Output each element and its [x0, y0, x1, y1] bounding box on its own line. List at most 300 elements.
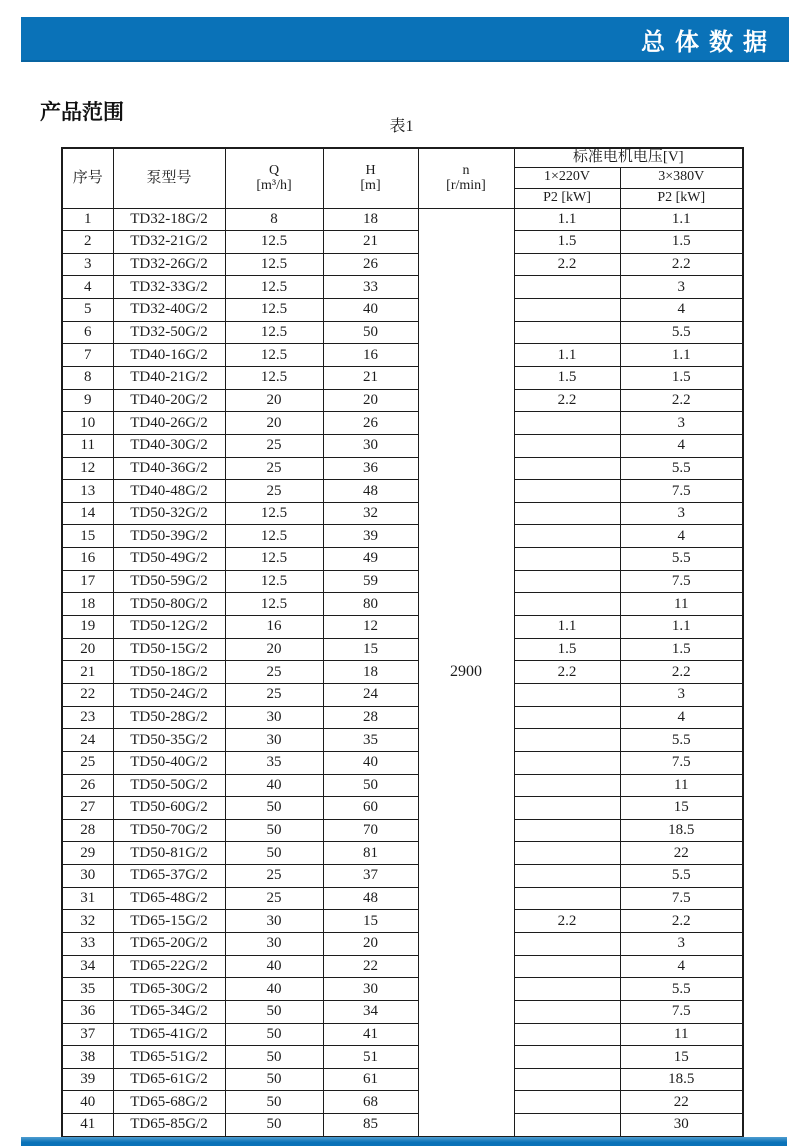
cell-model: TD50-49G/2 — [113, 548, 225, 571]
cell-p2-380: 4 — [620, 955, 743, 978]
table-row — [62, 638, 743, 661]
table-row — [62, 729, 743, 752]
cell-p2-220 — [514, 548, 620, 571]
cell-p2-220 — [514, 1068, 620, 1091]
cell-h: 20 — [323, 389, 418, 412]
cell-p2-220: 2.2 — [514, 389, 620, 412]
cell-model: TD40-48G/2 — [113, 480, 225, 503]
cell-p2-220 — [514, 434, 620, 457]
cell-p2-380: 15 — [620, 797, 743, 820]
header-q — [225, 148, 323, 208]
cell-h: 36 — [323, 457, 418, 480]
cell-seq: 5 — [62, 299, 113, 322]
cell-model: TD50-15G/2 — [113, 638, 225, 661]
cell-p2-220 — [514, 1000, 620, 1023]
cell-p2-380: 22 — [620, 1091, 743, 1114]
cell-h: 48 — [323, 480, 418, 503]
cell-seq: 21 — [62, 661, 113, 684]
cell-p2-220: 1.1 — [514, 616, 620, 639]
cell-seq: 25 — [62, 751, 113, 774]
cell-h: 28 — [323, 706, 418, 729]
cell-p2-380: 3 — [620, 933, 743, 956]
table-row — [62, 570, 743, 593]
cell-model: TD65-22G/2 — [113, 955, 225, 978]
cell-q: 12.5 — [225, 593, 323, 616]
cell-seq: 23 — [62, 706, 113, 729]
cell-p2-220 — [514, 933, 620, 956]
table-row — [62, 819, 743, 842]
cell-p2-380: 7.5 — [620, 1000, 743, 1023]
cell-model: TD65-85G/2 — [113, 1114, 225, 1137]
cell-q: 50 — [225, 1068, 323, 1091]
cell-seq: 35 — [62, 978, 113, 1001]
cell-p2-220 — [514, 751, 620, 774]
table-row — [62, 774, 743, 797]
cell-p2-220 — [514, 729, 620, 752]
cell-h: 80 — [323, 593, 418, 616]
cell-model: TD50-81G/2 — [113, 842, 225, 865]
cell-seq: 37 — [62, 1023, 113, 1046]
cell-seq: 30 — [62, 865, 113, 888]
cell-p2-380: 1.5 — [620, 638, 743, 661]
cell-seq: 8 — [62, 366, 113, 389]
cell-model: TD50-12G/2 — [113, 616, 225, 639]
cell-model: TD32-21G/2 — [113, 231, 225, 254]
cell-q: 30 — [225, 933, 323, 956]
table-row — [62, 299, 743, 322]
cell-p2-380: 3 — [620, 502, 743, 525]
cell-q: 50 — [225, 819, 323, 842]
cell-h: 59 — [323, 570, 418, 593]
cell-seq: 2 — [62, 231, 113, 254]
cell-seq: 6 — [62, 321, 113, 344]
cell-seq: 27 — [62, 797, 113, 820]
cell-p2-220 — [514, 299, 620, 322]
table-row — [62, 955, 743, 978]
cell-p2-220: 2.2 — [514, 910, 620, 933]
cell-h: 20 — [323, 933, 418, 956]
cell-p2-380: 1.1 — [620, 344, 743, 367]
table-row — [62, 366, 743, 389]
table-row — [62, 593, 743, 616]
cell-p2-380: 5.5 — [620, 321, 743, 344]
cell-p2-380: 1.5 — [620, 231, 743, 254]
cell-model: TD50-50G/2 — [113, 774, 225, 797]
cell-h: 26 — [323, 253, 418, 276]
table-row — [62, 1114, 743, 1137]
cell-seq: 11 — [62, 434, 113, 457]
cell-model: TD65-41G/2 — [113, 1023, 225, 1046]
cell-p2-220 — [514, 321, 620, 344]
cell-h: 30 — [323, 978, 418, 1001]
cell-p2-380: 2.2 — [620, 253, 743, 276]
cell-q: 12.5 — [225, 570, 323, 593]
cell-seq: 28 — [62, 819, 113, 842]
cell-seq: 29 — [62, 842, 113, 865]
cell-seq: 40 — [62, 1091, 113, 1114]
cell-h: 22 — [323, 955, 418, 978]
cell-p2-380: 3 — [620, 683, 743, 706]
cell-h: 33 — [323, 276, 418, 299]
table-row — [62, 502, 743, 525]
table-row — [62, 434, 743, 457]
banner-title: 总体数据 — [641, 29, 777, 56]
header-q-unit: [m³/h] — [256, 178, 292, 194]
cell-q: 40 — [225, 774, 323, 797]
table-row — [62, 887, 743, 910]
table-row — [62, 344, 743, 367]
cell-q: 50 — [225, 797, 323, 820]
cell-p2-380: 7.5 — [620, 480, 743, 503]
cell-q: 35 — [225, 751, 323, 774]
cell-n-merged: 2900 — [418, 208, 514, 1137]
header-h-label: H — [365, 162, 376, 178]
cell-seq: 3 — [62, 253, 113, 276]
table-row — [62, 616, 743, 639]
cell-p2-220: 1.5 — [514, 366, 620, 389]
cell-p2-380: 18.5 — [620, 819, 743, 842]
cell-p2-380: 1.5 — [620, 366, 743, 389]
header-p2-220: P2 [kW] — [514, 188, 620, 208]
cell-p2-380: 11 — [620, 1023, 743, 1046]
cell-model: TD50-40G/2 — [113, 751, 225, 774]
cell-seq: 10 — [62, 412, 113, 435]
table-row — [62, 480, 743, 503]
cell-q: 16 — [225, 616, 323, 639]
cell-seq: 14 — [62, 502, 113, 525]
cell-seq: 33 — [62, 933, 113, 956]
cell-p2-380: 22 — [620, 842, 743, 865]
cell-model: TD65-61G/2 — [113, 1068, 225, 1091]
cell-model: TD50-28G/2 — [113, 706, 225, 729]
cell-seq: 7 — [62, 344, 113, 367]
table-row — [62, 865, 743, 888]
cell-h: 21 — [323, 231, 418, 254]
cell-seq: 1 — [62, 208, 113, 231]
header-n — [418, 148, 514, 208]
cell-p2-380: 5.5 — [620, 865, 743, 888]
cell-model: TD65-68G/2 — [113, 1091, 225, 1114]
cell-seq: 26 — [62, 774, 113, 797]
cell-h: 41 — [323, 1023, 418, 1046]
cell-q: 12.5 — [225, 299, 323, 322]
cell-p2-220 — [514, 1046, 620, 1069]
cell-seq: 13 — [62, 480, 113, 503]
cell-h: 49 — [323, 548, 418, 571]
banner — [21, 17, 789, 62]
cell-h: 39 — [323, 525, 418, 548]
cell-p2-380: 5.5 — [620, 978, 743, 1001]
cell-model: TD40-26G/2 — [113, 412, 225, 435]
cell-p2-220 — [514, 502, 620, 525]
cell-p2-220: 1.1 — [514, 208, 620, 231]
cell-p2-220: 1.5 — [514, 231, 620, 254]
header-q-label: Q — [268, 162, 280, 178]
cell-h: 51 — [323, 1046, 418, 1069]
cell-p2-380: 1.1 — [620, 616, 743, 639]
cell-h: 18 — [323, 208, 418, 231]
cell-p2-220 — [514, 570, 620, 593]
table-row — [62, 978, 743, 1001]
cell-p2-220 — [514, 978, 620, 1001]
cell-q: 20 — [225, 389, 323, 412]
cell-q: 25 — [225, 887, 323, 910]
table-row — [62, 457, 743, 480]
cell-p2-380: 4 — [620, 434, 743, 457]
cell-p2-380: 2.2 — [620, 910, 743, 933]
header-380v: 3×380V — [620, 167, 743, 188]
cell-p2-380: 30 — [620, 1114, 743, 1137]
cell-q: 12.5 — [225, 253, 323, 276]
cell-model: TD50-80G/2 — [113, 593, 225, 616]
table-row — [62, 797, 743, 820]
cell-p2-380: 5.5 — [620, 548, 743, 571]
cell-h: 18 — [323, 661, 418, 684]
cell-model: TD32-50G/2 — [113, 321, 225, 344]
cell-model: TD50-24G/2 — [113, 683, 225, 706]
cell-model: TD65-48G/2 — [113, 887, 225, 910]
table-row — [62, 1091, 743, 1114]
cell-model: TD65-51G/2 — [113, 1046, 225, 1069]
cell-h: 12 — [323, 616, 418, 639]
table-row — [62, 412, 743, 435]
cell-model: TD32-18G/2 — [113, 208, 225, 231]
table-row — [62, 751, 743, 774]
header-n-label: n — [462, 162, 470, 178]
cell-model: TD32-33G/2 — [113, 276, 225, 299]
table-body — [62, 208, 743, 1137]
cell-p2-220 — [514, 1023, 620, 1046]
table-row — [62, 1000, 743, 1023]
cell-p2-380: 5.5 — [620, 729, 743, 752]
cell-p2-380: 3 — [620, 412, 743, 435]
table-row — [62, 683, 743, 706]
cell-q: 50 — [225, 1091, 323, 1114]
cell-model: TD40-16G/2 — [113, 344, 225, 367]
cell-q: 8 — [225, 208, 323, 231]
cell-q: 20 — [225, 638, 323, 661]
table-row — [62, 276, 743, 299]
cell-q: 50 — [225, 1023, 323, 1046]
cell-q: 25 — [225, 661, 323, 684]
cell-model: TD50-32G/2 — [113, 502, 225, 525]
cell-q: 25 — [225, 683, 323, 706]
cell-h: 30 — [323, 434, 418, 457]
cell-p2-220 — [514, 797, 620, 820]
cell-seq: 19 — [62, 616, 113, 639]
cell-p2-380: 7.5 — [620, 570, 743, 593]
cell-h: 61 — [323, 1068, 418, 1091]
cell-seq: 36 — [62, 1000, 113, 1023]
cell-model: TD40-20G/2 — [113, 389, 225, 412]
header-seq: 序号 — [62, 148, 113, 208]
header-h-unit: [m] — [360, 178, 381, 194]
cell-seq: 4 — [62, 276, 113, 299]
cell-h: 24 — [323, 683, 418, 706]
cell-q: 25 — [225, 434, 323, 457]
cell-model: TD40-30G/2 — [113, 434, 225, 457]
table-row — [62, 706, 743, 729]
table-row — [62, 910, 743, 933]
cell-model: TD65-20G/2 — [113, 933, 225, 956]
cell-p2-220: 1.5 — [514, 638, 620, 661]
cell-h: 15 — [323, 638, 418, 661]
cell-seq: 9 — [62, 389, 113, 412]
cell-p2-220 — [514, 819, 620, 842]
product-range-table — [61, 147, 744, 1138]
cell-model: TD40-36G/2 — [113, 457, 225, 480]
table-row — [62, 321, 743, 344]
cell-model: TD65-37G/2 — [113, 865, 225, 888]
cell-model: TD32-26G/2 — [113, 253, 225, 276]
table-row — [62, 525, 743, 548]
cell-q: 20 — [225, 412, 323, 435]
table-row — [62, 1068, 743, 1091]
table-row — [62, 548, 743, 571]
cell-model: TD50-39G/2 — [113, 525, 225, 548]
cell-seq: 20 — [62, 638, 113, 661]
cell-h: 50 — [323, 321, 418, 344]
cell-p2-220 — [514, 593, 620, 616]
cell-q: 12.5 — [225, 525, 323, 548]
cell-q: 12.5 — [225, 344, 323, 367]
cell-q: 25 — [225, 480, 323, 503]
cell-h: 85 — [323, 1114, 418, 1137]
cell-p2-380: 18.5 — [620, 1068, 743, 1091]
cell-p2-220 — [514, 1114, 620, 1137]
cell-p2-380: 5.5 — [620, 457, 743, 480]
cell-q: 12.5 — [225, 548, 323, 571]
cell-p2-220 — [514, 865, 620, 888]
cell-model: TD32-40G/2 — [113, 299, 225, 322]
cell-seq: 12 — [62, 457, 113, 480]
cell-p2-380: 1.1 — [620, 208, 743, 231]
header-model: 泵型号 — [113, 148, 225, 208]
cell-q: 30 — [225, 706, 323, 729]
cell-seq: 38 — [62, 1046, 113, 1069]
cell-h: 70 — [323, 819, 418, 842]
cell-p2-220 — [514, 955, 620, 978]
cell-p2-220 — [514, 1091, 620, 1114]
cell-q: 40 — [225, 955, 323, 978]
cell-q: 12.5 — [225, 502, 323, 525]
cell-p2-220 — [514, 706, 620, 729]
cell-h: 35 — [323, 729, 418, 752]
header-p2-380: P2 [kW] — [620, 188, 743, 208]
cell-p2-220 — [514, 412, 620, 435]
cell-seq: 22 — [62, 683, 113, 706]
cell-p2-380: 11 — [620, 774, 743, 797]
header-h — [323, 148, 418, 208]
cell-h: 37 — [323, 865, 418, 888]
cell-p2-220 — [514, 276, 620, 299]
table-row — [62, 253, 743, 276]
cell-model: TD65-30G/2 — [113, 978, 225, 1001]
table-header — [62, 148, 743, 208]
cell-h: 32 — [323, 502, 418, 525]
cell-p2-380: 4 — [620, 525, 743, 548]
table-row — [62, 231, 743, 254]
cell-q: 12.5 — [225, 276, 323, 299]
cell-seq: 34 — [62, 955, 113, 978]
cell-p2-220: 1.1 — [514, 344, 620, 367]
cell-model: TD65-15G/2 — [113, 910, 225, 933]
cell-p2-220: 2.2 — [514, 253, 620, 276]
cell-h: 48 — [323, 887, 418, 910]
cell-p2-380: 3 — [620, 276, 743, 299]
cell-p2-380: 15 — [620, 1046, 743, 1069]
table-row — [62, 933, 743, 956]
cell-model: TD50-60G/2 — [113, 797, 225, 820]
cell-p2-220 — [514, 842, 620, 865]
cell-seq: 15 — [62, 525, 113, 548]
table-row — [62, 842, 743, 865]
cell-p2-380: 4 — [620, 706, 743, 729]
cell-p2-380: 11 — [620, 593, 743, 616]
cell-model: TD50-35G/2 — [113, 729, 225, 752]
cell-seq: 41 — [62, 1114, 113, 1137]
cell-model: TD50-70G/2 — [113, 819, 225, 842]
cell-q: 50 — [225, 1114, 323, 1137]
cell-p2-220 — [514, 480, 620, 503]
cell-q: 12.5 — [225, 321, 323, 344]
cell-seq: 39 — [62, 1068, 113, 1091]
table-row — [62, 1046, 743, 1069]
cell-h: 68 — [323, 1091, 418, 1114]
table-caption: 表1 — [389, 118, 414, 135]
cell-p2-220 — [514, 774, 620, 797]
cell-h: 15 — [323, 910, 418, 933]
cell-model: TD40-21G/2 — [113, 366, 225, 389]
cell-seq: 31 — [62, 887, 113, 910]
cell-q: 50 — [225, 1046, 323, 1069]
cell-model: TD65-34G/2 — [113, 1000, 225, 1023]
header-row-1 — [62, 148, 743, 167]
cell-p2-220: 2.2 — [514, 661, 620, 684]
cell-p2-380: 7.5 — [620, 751, 743, 774]
cell-q: 12.5 — [225, 366, 323, 389]
cell-p2-380: 7.5 — [620, 887, 743, 910]
cell-q: 30 — [225, 729, 323, 752]
cell-h: 81 — [323, 842, 418, 865]
cell-p2-220 — [514, 457, 620, 480]
table-row — [62, 208, 743, 231]
cell-h: 60 — [323, 797, 418, 820]
cell-p2-380: 2.2 — [620, 661, 743, 684]
table-row — [62, 389, 743, 412]
cell-q: 25 — [225, 457, 323, 480]
header-voltage-group: 标准电机电压[V] — [514, 148, 743, 167]
cell-q: 30 — [225, 910, 323, 933]
cell-h: 50 — [323, 774, 418, 797]
cell-seq: 24 — [62, 729, 113, 752]
table-row — [62, 661, 743, 684]
cell-q: 25 — [225, 865, 323, 888]
cell-p2-220 — [514, 525, 620, 548]
cell-h: 26 — [323, 412, 418, 435]
cell-p2-220 — [514, 683, 620, 706]
header-n-unit: [r/min] — [446, 178, 486, 194]
table-row — [62, 1023, 743, 1046]
cell-model: TD50-59G/2 — [113, 570, 225, 593]
section-title: 产品范围 — [40, 101, 124, 124]
cell-q: 50 — [225, 1000, 323, 1023]
cell-h: 34 — [323, 1000, 418, 1023]
cell-h: 21 — [323, 366, 418, 389]
cell-seq: 16 — [62, 548, 113, 571]
bottom-bar — [21, 1137, 787, 1146]
cell-seq: 17 — [62, 570, 113, 593]
